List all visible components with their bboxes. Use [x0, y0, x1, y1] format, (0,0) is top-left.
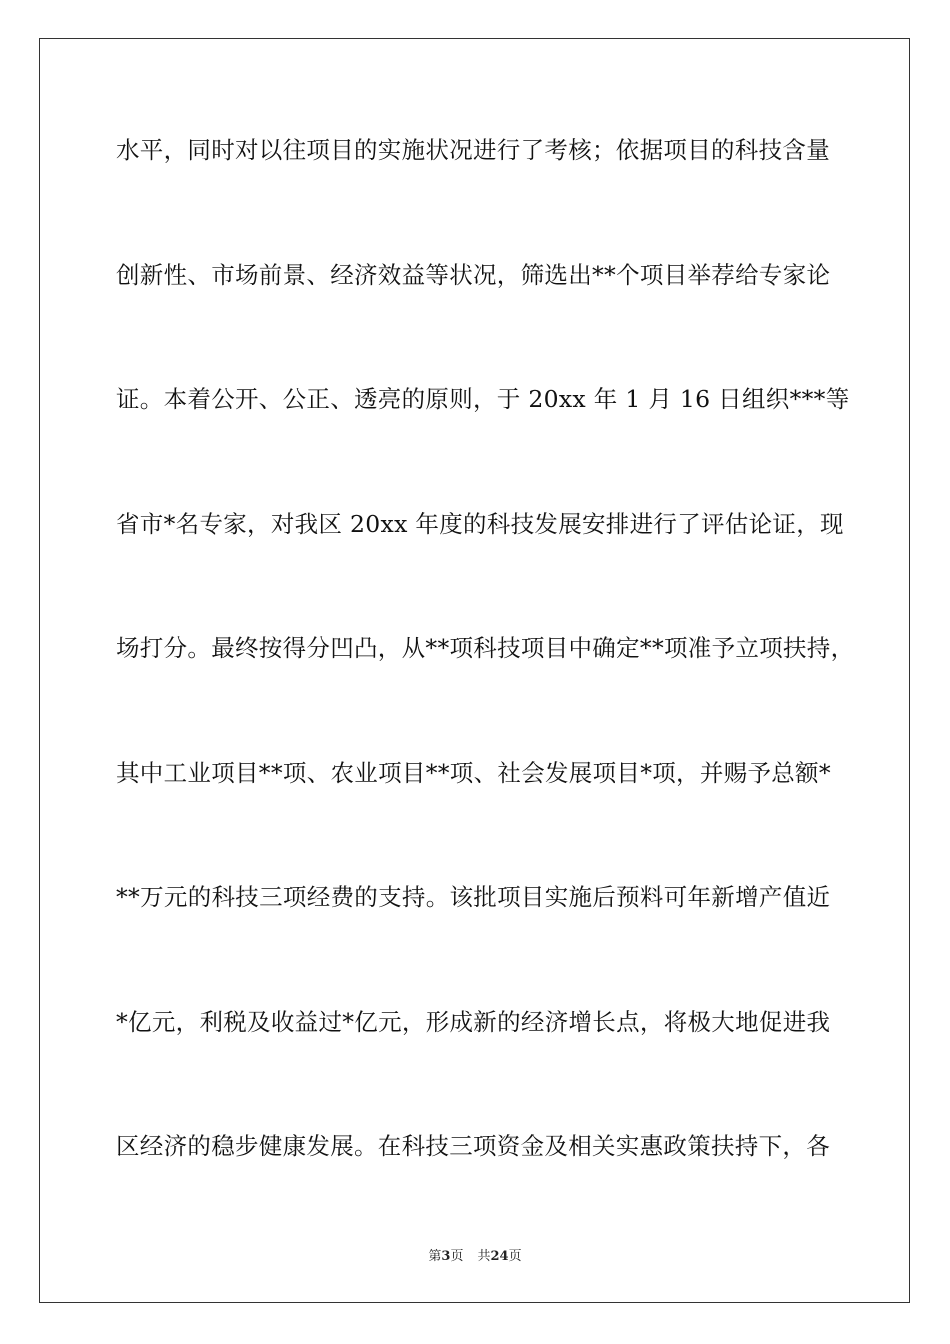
page-number-prefix: 第: [428, 1249, 442, 1264]
text-line: 创新性、市场前景、经济效益等状况，筛选出**个项目举荐给专家论: [116, 261, 831, 289]
text-line: *亿元，利税及收益过*亿元，形成新的经济增长点，将极大地促进我: [116, 1008, 831, 1036]
text-line: 区经济的稳步健康发展。在科技三项资金及相关实惠政策扶持下，各: [116, 1132, 830, 1160]
page-border: [39, 38, 910, 1303]
page-total-suffix: 页: [508, 1249, 522, 1264]
text-line: 场打分。最终按得分凹凸，从**项科技项目中确定**项准予立项扶持，: [116, 634, 855, 662]
text-line: 证。本着公开、公正、透亮的原则，于 20xx 年 1 月 16 日组织***等: [116, 385, 850, 413]
text-line: 其中工业项目**项、农业项目**项、社会发展项目*项，并赐予总额*: [116, 759, 831, 787]
page-number-current: 3: [441, 1249, 451, 1264]
page-total-count: 24: [490, 1249, 509, 1264]
text-line: 省市*名专家，对我区 20xx 年度的科技发展安排进行了评估论证，现: [116, 510, 844, 538]
text-line: 水平，同时对以往项目的实施状况进行了考核；依据项目的科技含量: [116, 136, 830, 164]
page-total-prefix: 共: [477, 1249, 491, 1264]
text-line: **万元的科技三项经费的支持。该批项目实施后预料可年新增产值近: [116, 883, 831, 911]
page-footer: [0, 1248, 950, 1266]
page-number-suffix: 页: [450, 1249, 464, 1264]
